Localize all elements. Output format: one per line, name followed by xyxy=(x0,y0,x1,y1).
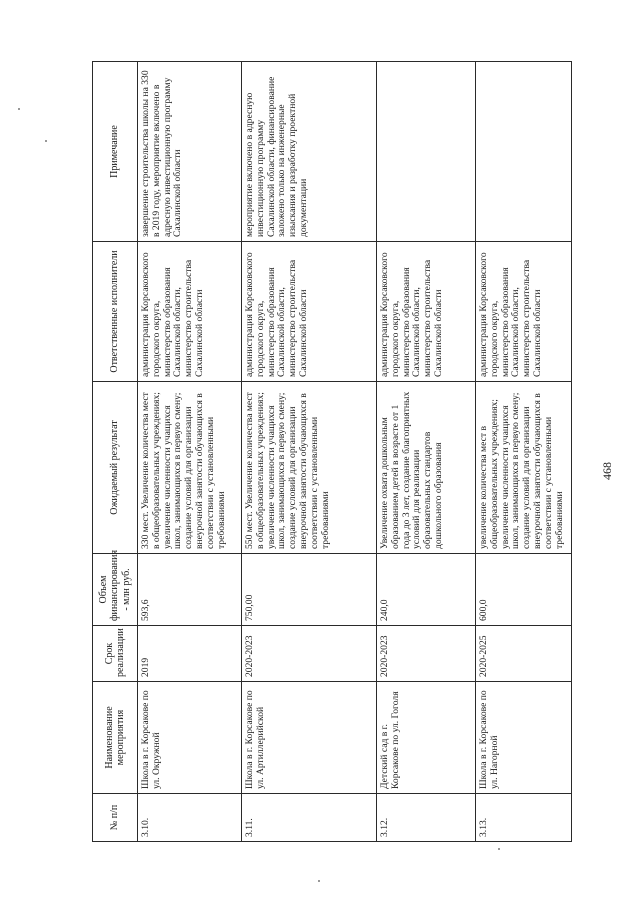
scan-speck xyxy=(45,140,47,142)
cell-name: Школа в г. Корсакове по ул. Артиллерийской xyxy=(242,682,377,794)
header-num: № п/п xyxy=(93,794,138,842)
cell-result: увеличение количества мест в общеобразовательных учреждениях; увеличение численности учащихся школ, занимающихся в первую смену; создание условий для организации внеурочной занятости обучающихся в соответствии с установленными требованиями xyxy=(476,382,572,554)
page-number: 468 xyxy=(600,462,614,480)
cell-name: Школа в г. Корсакове по ул. Окружной xyxy=(138,682,242,794)
cell-note xyxy=(377,62,476,242)
header-note: Примечание xyxy=(93,62,138,242)
cell-executors: администрация Корсаковского городского округа, министерство образования Сахалинской области, министерство строительства Сахалинской области xyxy=(138,242,242,382)
cell-executors: администрация Корсаковского городского округа, министерство образования Сахалинской области, министерство строительства Сахалинской области xyxy=(242,242,377,382)
cell-num: 3.12. xyxy=(377,794,476,842)
cell-period: 2020-2023 xyxy=(377,626,476,682)
cell-note: мероприятие включено в адресную инвестиционную программу Сахалинской области, финансирование заложено только на инженерные изыскания и разработку проектной документации xyxy=(242,62,377,242)
cell-funding: 600,0 xyxy=(476,554,572,626)
cell-name: Детский сад в г. Корсакове по ул. Гоголя xyxy=(377,682,476,794)
header-result: Ожидаемый результат xyxy=(93,382,138,554)
rotated-table-page xyxy=(92,62,565,842)
header-period: Срок реализации xyxy=(93,626,138,682)
cell-num: 3.10. xyxy=(138,794,242,842)
cell-result: 550 мест. Увеличение количества мест в общеобразовательных учреждениях; увеличение численности учащихся школ, занимающихся в первую смену; создание условий для организации внеурочной занятости обучающихся в соответствии с установленными требованиями xyxy=(242,382,377,554)
cell-funding: 750,00 xyxy=(242,554,377,626)
cell-funding: 240,0 xyxy=(377,554,476,626)
cell-note xyxy=(476,62,572,242)
cell-name: Школа в г. Корсакове по ул. Нагорной xyxy=(476,682,572,794)
cell-note: завершение строительства школы на 330 в 2019 году, мероприятие включено в адресную инвестиционную программу Сахалинской области xyxy=(138,62,242,242)
table-row xyxy=(377,62,476,842)
cell-period: 2019 xyxy=(138,626,242,682)
header-executors: Ответственные исполнители xyxy=(93,242,138,382)
cell-funding: 593,6 xyxy=(138,554,242,626)
cell-executors: администрация Корсаковского городского округа, министерство образования Сахалинской области, министерство строительства Сахалинской области xyxy=(476,242,572,382)
table-row xyxy=(138,62,242,842)
scan-speck xyxy=(498,848,500,850)
cell-period: 2020-2025 xyxy=(476,626,572,682)
measures-table xyxy=(92,61,572,842)
cell-result: Увеличение охвата дошкольным образованием детей в возрасте от 1 года до 3 лет, создание благоприятных условий для реализации образовательных стандартов дошкольного образования xyxy=(377,382,476,554)
table-header-row xyxy=(93,62,138,842)
cell-result: 330 мест. Увеличение количества мест в общеобразовательных учреждениях; увеличение численности учащихся школ, занимающихся в первую смену; создание условий для организации внеурочной занятости обучающихся в соответствии с установленными требованиями xyxy=(138,382,242,554)
scan-speck xyxy=(318,880,320,882)
cell-executors: администрация Корсаковского городского округа, министерство образования Сахалинской области, министерство строительства Сахалинской области xyxy=(377,242,476,382)
table-row xyxy=(242,62,377,842)
header-name: Наименование мероприятия xyxy=(93,682,138,794)
header-funding: Объем финансирования - млн руб. xyxy=(93,554,138,626)
cell-num: 3.11. xyxy=(242,794,377,842)
table-row xyxy=(476,62,572,842)
scan-speck xyxy=(18,108,20,110)
cell-num: 3.13. xyxy=(476,794,572,842)
cell-period: 2020-2023 xyxy=(242,626,377,682)
